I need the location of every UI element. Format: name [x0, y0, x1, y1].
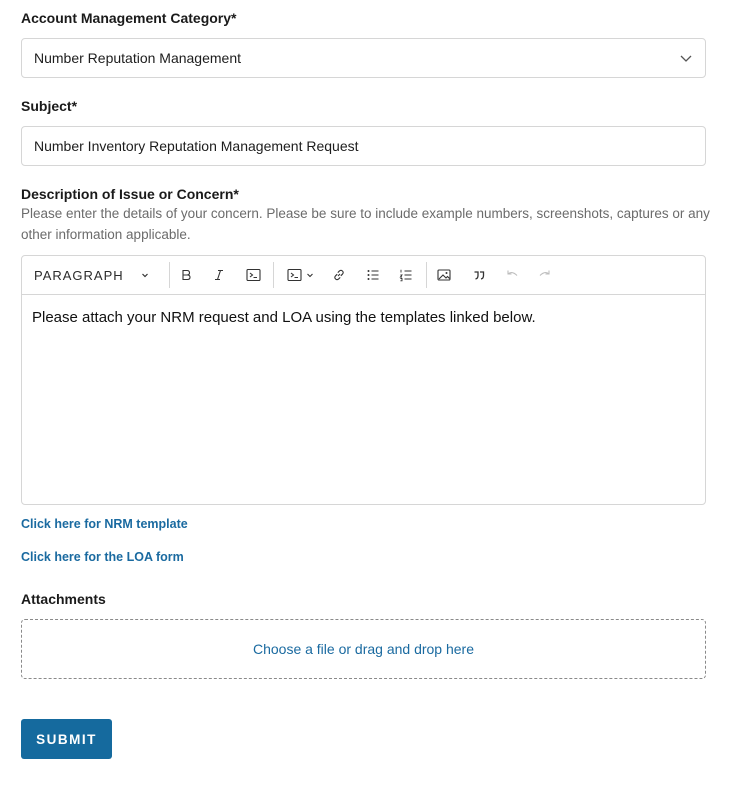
toolbar-divider [426, 262, 427, 288]
italic-icon [212, 268, 226, 282]
redo-icon [538, 268, 552, 282]
numbered-list-button[interactable] [394, 263, 418, 287]
bold-button[interactable] [174, 263, 198, 287]
bullet-list-icon [366, 268, 380, 282]
blockquote-button[interactable] [467, 263, 491, 287]
dropzone-text: Choose a file or drag and drop here [252, 641, 475, 657]
undo-icon [505, 268, 519, 282]
block-format-label: PARAGRAPH [34, 267, 124, 283]
chevron-down-icon [679, 51, 693, 65]
loa-form-link[interactable]: Click here for the LOA form [21, 550, 184, 564]
italic-button[interactable] [207, 263, 231, 287]
quote-icon [472, 268, 486, 282]
code-block-dropdown[interactable] [282, 263, 318, 287]
link-button[interactable] [327, 263, 351, 287]
editor-toolbar [22, 256, 705, 295]
image-button[interactable] [432, 263, 456, 287]
category-select[interactable] [21, 38, 706, 78]
chevron-down-icon [306, 271, 314, 279]
bullet-list-button[interactable] [361, 263, 385, 287]
subject-input[interactable]: Number Inventory Reputation Management Request [21, 126, 706, 166]
rich-text-editor[interactable] [21, 255, 706, 505]
file-dropzone[interactable] [21, 619, 706, 679]
subject-label: Subject* [21, 98, 78, 114]
chevron-down-icon [140, 270, 150, 280]
numbered-list-icon [399, 268, 413, 282]
code-button[interactable] [241, 263, 265, 287]
image-icon [437, 268, 451, 282]
attachments-label: Attachments [21, 591, 106, 607]
link-icon [332, 268, 346, 282]
nrm-template-link[interactable]: Click here for NRM template [21, 517, 188, 531]
code-block-icon [287, 268, 302, 282]
block-format-dropdown[interactable] [34, 263, 158, 287]
category-label: Account Management Category* [21, 10, 237, 26]
submit-button[interactable]: SUBMIT [21, 719, 112, 759]
category-value: Number Reputation Management [34, 50, 242, 66]
description-help-text: Please enter the details of your concern. Please be sure to include example numbers, screenshots, captures or any other information applicable. [21, 206, 710, 242]
redo-button[interactable] [533, 263, 557, 287]
toolbar-divider [273, 262, 274, 288]
code-icon [246, 268, 261, 282]
bold-icon [179, 268, 193, 282]
description-label: Description of Issue or Concern* [21, 186, 239, 202]
undo-button[interactable] [500, 263, 524, 287]
toolbar-divider [169, 262, 170, 288]
editor-content[interactable]: Please attach your NRM request and LOA using the templates linked below. [32, 309, 536, 326]
